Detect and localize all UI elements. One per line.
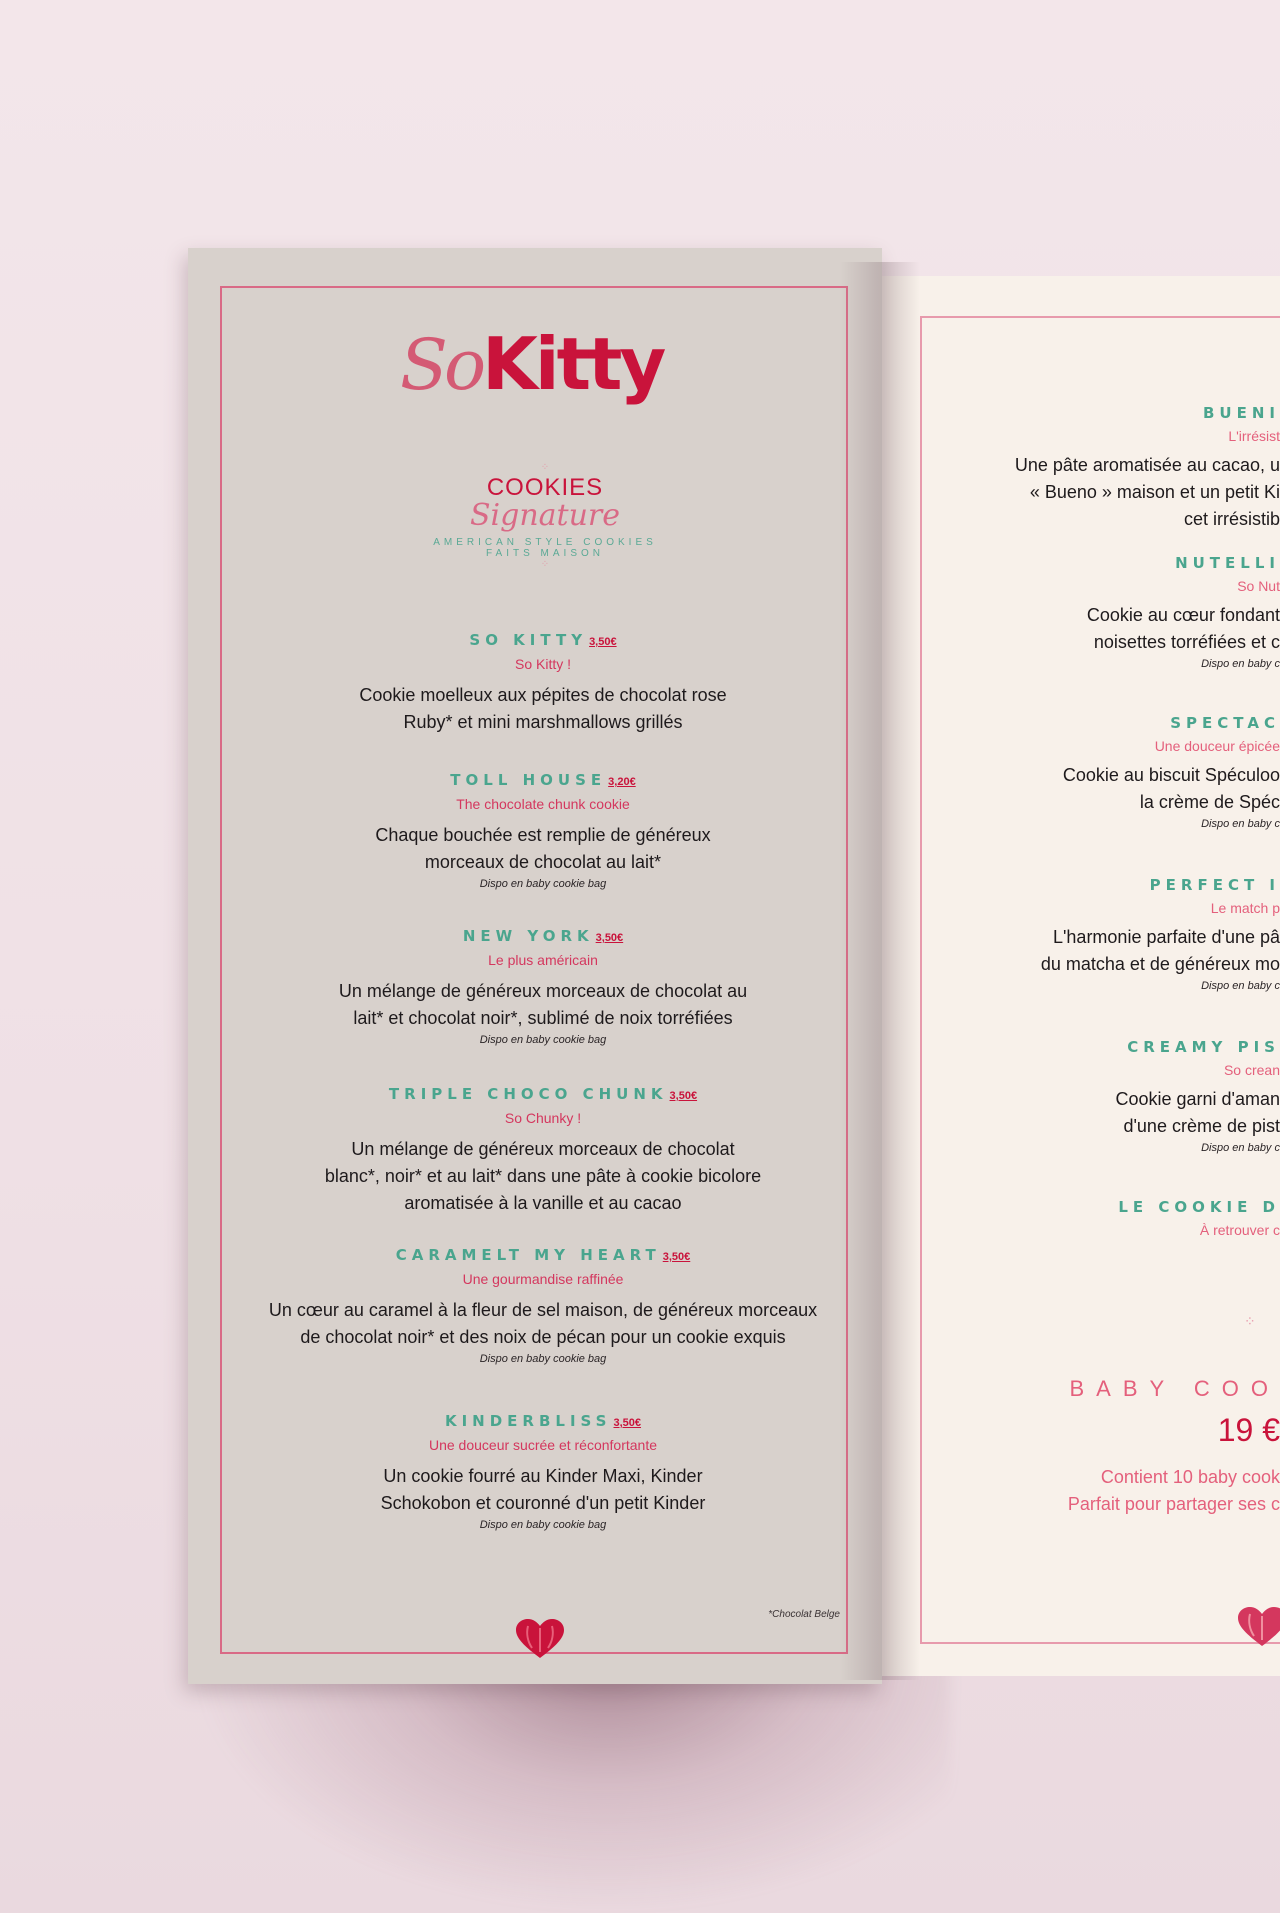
divider-dots: ⁘ <box>1244 1313 1256 1329</box>
item-dispo: Dispo en baby c <box>1201 1142 1280 1154</box>
item-name: TRIPLE CHOCO CHUNK <box>388 1085 668 1103</box>
item-name: PERFECT I <box>1149 876 1280 894</box>
item-dispo: Dispo en baby cookie bag <box>479 1353 607 1365</box>
item-desc-line: cet irrésistib <box>1183 509 1280 529</box>
item-desc-line: morceaux de chocolat au lait* <box>424 852 662 872</box>
right-menu-item <box>920 876 1280 992</box>
item-tagline: So Chunky ! <box>504 1110 582 1126</box>
logo-kitty: Kitty <box>482 322 664 406</box>
item-desc-line: lait* et chocolat noir*, sublimé de noix torréfiées <box>353 1008 733 1028</box>
item-name: CARAMELT MY HEART <box>395 1246 661 1264</box>
right-menu-item <box>920 404 1280 533</box>
item-price: 3,50€ <box>669 1090 698 1102</box>
item-desc-line: noisettes torréfiées et c <box>1093 632 1280 652</box>
item-desc-line: la crème de Spéc <box>1139 792 1280 812</box>
item-tagline: Le plus américain <box>488 952 598 968</box>
item-price: 3,50€ <box>662 1251 691 1263</box>
item-desc-line: Cookie au cœur fondant <box>1086 605 1280 625</box>
section-subtitle: Signature <box>469 498 621 533</box>
item-desc-line: Cookie garni d'aman <box>1115 1089 1280 1109</box>
item-price: 3,50€ <box>613 1417 642 1429</box>
item-name: BUENI <box>1203 404 1280 422</box>
footnote: *Chocolat Belge <box>768 1609 840 1620</box>
item-tagline: Le match p <box>1210 900 1280 916</box>
section-dots-top: ⁘ <box>540 462 550 473</box>
item-name: SPECTAC <box>1170 714 1280 732</box>
item-name: NUTELLI <box>1175 554 1280 572</box>
item-tagline: Une gourmandise raffinée <box>462 1271 624 1287</box>
heart-icon <box>514 1618 566 1660</box>
right-page-content <box>882 276 1280 1676</box>
item-name: NEW YORK <box>462 927 594 945</box>
item-desc-line: de chocolat noir* et des noix de pécan pour un cookie exquis <box>300 1327 786 1347</box>
section-tagline-1: AMERICAN STYLE COOKIES <box>433 537 657 548</box>
menu-item <box>248 631 838 736</box>
item-desc-line: Un cœur au caramel à la fleur de sel maison, de généreux morceaux <box>268 1300 818 1320</box>
item-name: TOLL HOUSE <box>450 771 607 789</box>
section-dots-bottom: ⁘ <box>540 559 550 570</box>
section-tagline-2: FAITS MAISON <box>485 548 604 559</box>
item-desc-line: Un mélange de généreux morceaux de chocolat au <box>338 981 748 1001</box>
item-desc-line: du matcha et de généreux mo <box>1040 954 1280 974</box>
item-desc-line: Un mélange de généreux morceaux de chocolat <box>351 1139 735 1159</box>
baby-desc-line: Parfait pour partager ses c <box>1067 1494 1280 1514</box>
right-menu-item <box>920 714 1280 830</box>
item-tagline: À retrouver c <box>1199 1222 1280 1238</box>
menu-item <box>248 1246 838 1365</box>
item-desc-line: Ruby* et mini marshmallows grillés <box>403 712 683 732</box>
section-header <box>400 462 690 571</box>
item-price: 3,50€ <box>589 636 617 648</box>
logo-so: So <box>400 324 483 406</box>
menu-item <box>248 771 838 890</box>
item-desc-line: Cookie au biscuit Spéculoo <box>1062 765 1280 785</box>
item-dispo: Dispo en baby cookie bag <box>479 1034 607 1046</box>
item-dispo: Dispo en baby c <box>1201 818 1280 830</box>
item-tagline: The chocolate chunk cookie <box>456 796 630 812</box>
baby-cookie-price: 19 € <box>1217 1412 1280 1448</box>
heart-icon <box>1236 1606 1280 1648</box>
baby-desc-line: Contient 10 baby cook <box>1100 1467 1280 1487</box>
menu-item <box>248 1085 838 1217</box>
item-tagline: So Nut <box>1237 578 1280 594</box>
right-menu-item <box>920 1198 1280 1238</box>
item-desc-line: blanc*, noir* et au lait* dans une pâte à cookie bicolore <box>324 1166 762 1186</box>
item-name: LE COOKIE D <box>1118 1198 1280 1216</box>
right-menu-item <box>920 1038 1280 1154</box>
item-tagline: So Kitty ! <box>514 656 572 672</box>
item-desc-line: Chaque bouchée est remplie de généreux <box>375 825 711 845</box>
item-dispo: Dispo en baby c <box>1201 980 1280 992</box>
right-menu-item <box>920 554 1280 670</box>
item-desc-line: d'une crème de pist <box>1123 1116 1280 1136</box>
item-desc-line: L'harmonie parfaite d'une pâ <box>1052 927 1280 947</box>
item-price: 3,50€ <box>595 932 624 944</box>
item-desc-line: Schokobon et couronné d'un petit Kinder <box>380 1493 706 1513</box>
item-desc-line: Un cookie fourré au Kinder Maxi, Kinder <box>383 1466 703 1486</box>
menu-shadow <box>190 1660 950 1913</box>
item-name: CREAMY PIS <box>1127 1038 1280 1056</box>
item-tagline: L'irrésist <box>1228 428 1280 444</box>
item-desc-line: Une pâte aromatisée au cacao, u <box>1014 455 1280 475</box>
item-desc-line: aromatisée à la vanille et au cacao <box>404 1193 682 1213</box>
item-desc-line: « Bueno » maison et un petit Ki <box>1029 482 1280 502</box>
item-name: KINDERBLISS <box>444 1412 612 1430</box>
section-title: COOKIES <box>486 474 604 501</box>
item-dispo: Dispo en baby cookie bag <box>479 1519 607 1531</box>
item-tagline: So crean <box>1223 1062 1280 1078</box>
baby-cookie-title: BABY COO <box>1069 1376 1280 1401</box>
item-dispo: Dispo en baby c <box>1201 658 1280 670</box>
item-dispo: Dispo en baby cookie bag <box>479 878 607 890</box>
item-desc-line: Cookie moelleux aux pépites de chocolat rose <box>359 685 727 705</box>
menu-item <box>248 1412 838 1531</box>
item-tagline: Une douceur épicée <box>1154 738 1280 754</box>
baby-cookie-desc <box>1068 1464 1280 1518</box>
menu-item <box>248 927 838 1046</box>
item-tagline: Une douceur sucrée et réconfortante <box>428 1437 658 1453</box>
item-price: 3,20€ <box>608 776 636 788</box>
sokitty-logo <box>400 322 664 406</box>
item-name: SO KITTY <box>469 631 588 649</box>
